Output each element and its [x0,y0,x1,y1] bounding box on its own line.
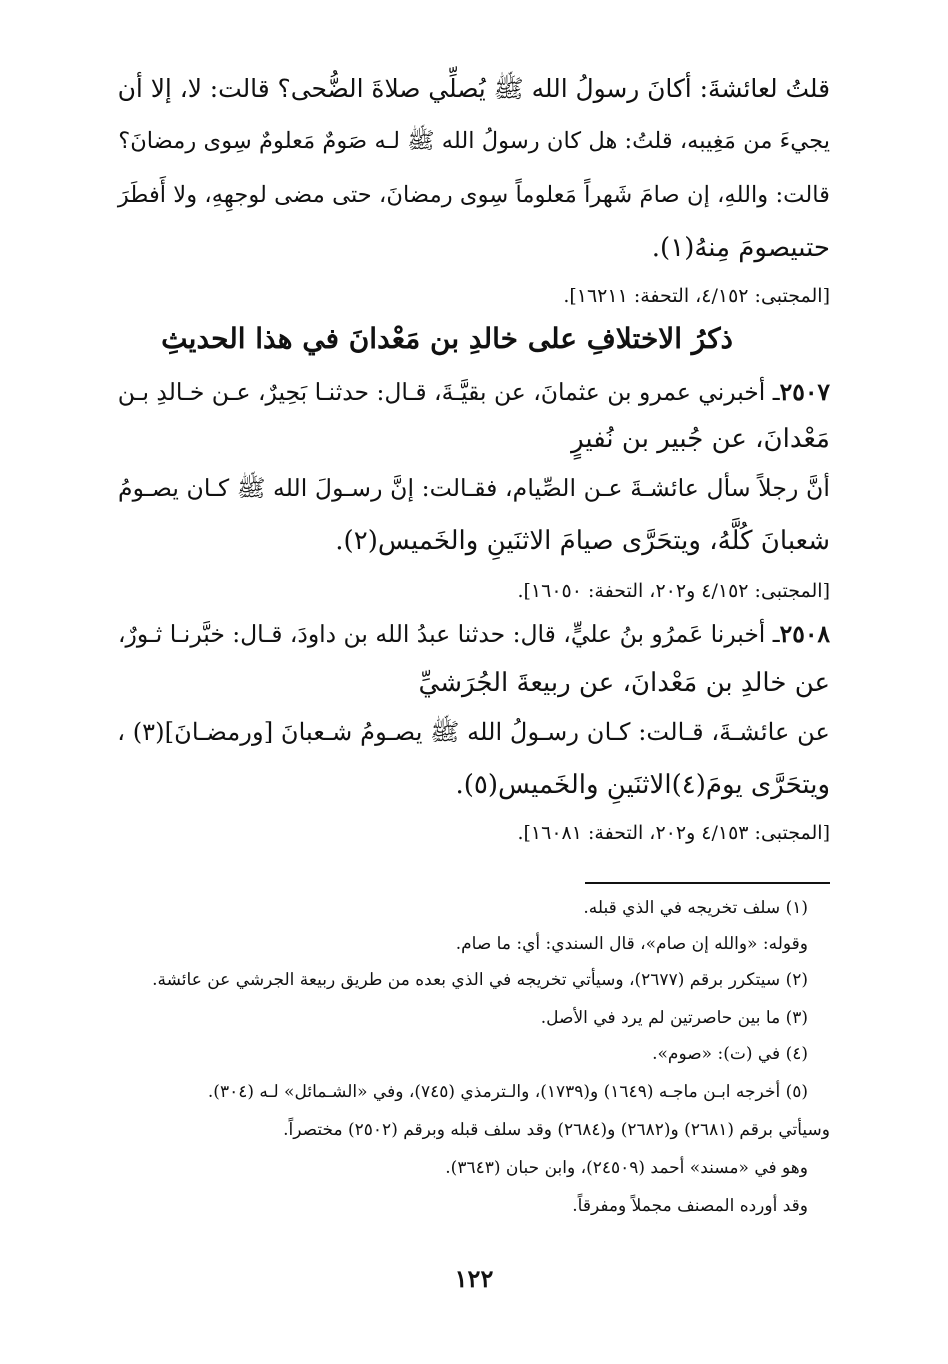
section-heading: ذكرُ الاختلافِ على خالدِ بن مَعْدانَ في هذا الحديثِ [161,322,733,355]
footnote: وسيأتي برقم (٢٦٨١) و(٢٦٨٢) و(٢٦٨٤) وقد سلف قبله وبرقم (٢٥٠٢) مختصراً. [283,1120,830,1140]
footnote: وقد أورده المصنف مجملاً ومفرقاً. [572,1196,808,1216]
hadith-2508-matn-line-1: عن عائشـةَ، قـالت: كـان رسـولُ الله ﷺ يصـومُ شـعبانَ [ورمضـانَ](٣) ، [117,718,830,746]
hadith-2507-isnad-line-2: مَعْدانَ، عن جُبير بن نُفيرٍ [571,424,830,454]
reference-citation: [المجتبى: ٤/١٥٣ و٢٠٢، التحفة: ١٦٠٨١]. [517,822,830,844]
page-number: ١٢٢ [454,1264,494,1293]
hadith-2508-isnad-line-2: عن خالدِ بن مَعْدانَ، عن ربيعةَ الجُرَشيِّ [418,668,830,698]
footnote: وقوله: «والله إن صام»، قال السندي: أي: ما صام. [455,934,808,954]
hadith-2507-matn-line-1: أنَّ رجلاً سأل عائشـةَ عـن الصِّيام، فقـالت: إنَّ رسـولَ الله ﷺ كـان يصـومُ [118,474,830,502]
hadith-number: ٢٥٠٨ [779,620,830,648]
footnote: (١) سلف تخريجه في الذي قبله. [583,898,808,918]
isnad-text: ـ أخبرني عمرو بن عثمانَ، عن بقيَّـةَ، قـال: حدثنـا بَحِيرٌ، عـن خـالدِ بـن [117,378,780,406]
footnote: (٣) ما بين حاصرتين لم يرد في الأصل. [540,1008,808,1028]
body-line: يجيءَ من مَغِيبه، قلتُ: هل كان رسولُ الله ﷺ لـه صَومٌ مَعلومٌ سِوى رمضانَ؟ [118,128,830,154]
reference-citation: [المجتبى: ٤/١٥٢، التحفة: ١٦٢١١]. [563,285,830,307]
footnote: (٢) سيتكرر برقم (٢٦٧٧)، وسيأتي تخريجه في الذي بعده من طريق ربيعة الجرشي عن عائشة. [152,970,808,990]
body-line: قلتُ لعائشةَ: أكانَ رسولُ الله ﷺ يُصلِّي صلاةَ الضُّحى؟ قالت: لا، إلا أن [117,74,830,103]
footnote: (٥) أخرجه ابـن ماجـه (١٦٤٩) و(١٧٣٩)، والـترمذي (٧٤٥)، وفي «الشـمائل» لـه (٣٠٤). [207,1082,808,1102]
hadith-2508-isnad-line-1 [118,620,830,648]
footnote: (٤) في (ت): «صوم». [652,1044,808,1064]
reference-citation: [المجتبى: ٤/١٥٢ و٢٠٢، التحفة: ١٦٠٥٠]. [517,580,830,602]
footnote-divider [585,882,830,884]
hadith-2508-matn-line-2: ويتحَرَّى يومَ(٤)الاثنَينِ والخَميس(٥). [455,770,830,800]
footnote: وهو في «مسند» أحمد (٢٤٥٠٩)، وابن حبان (٣٦٤٣). [445,1158,808,1178]
hadith-2507-isnad-line-1 [118,378,830,406]
body-line: قالت: واللهِ، إن صامَ شَهراً مَعلوماً سِوى رمضانَ، حتى مضى لوجهِهِ، ولا أَفطَرَ [117,182,830,208]
hadith-2507-matn-line-2: شعبانَ كُلَّهُ، ويتحَرَّى صيامَ الاثنَينِ والخَميس(٢). [335,526,830,556]
body-line: حتىيصومَ مِنهُ(١). [651,233,830,263]
isnad-text: ـ أخبرنا عَمرُو بنُ عليٍّ، قال: حدثنا عبدُ الله بن داودَ، قـال: خبَّرنـا ثـورٌ، [117,620,780,648]
hadith-number: ٢٥٠٧ [779,378,830,406]
